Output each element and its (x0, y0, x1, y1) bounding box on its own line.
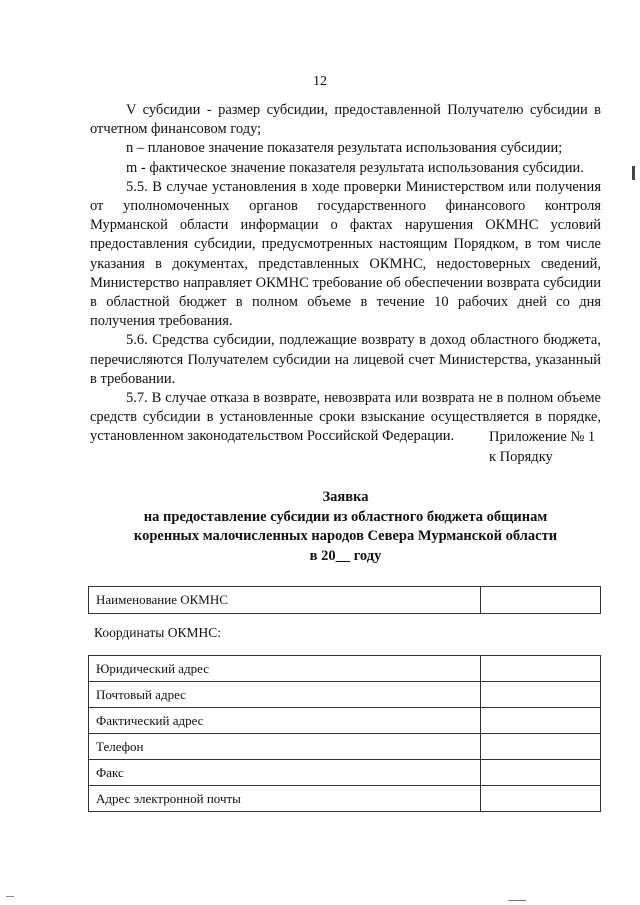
table-row (89, 760, 601, 786)
scan-bottom-mark (508, 900, 526, 901)
okmns-name-field[interactable] (481, 587, 601, 614)
phone-field[interactable] (481, 734, 601, 760)
scan-corner-mark (6, 896, 14, 897)
paragraph-5-7: 5.7. В случае отказа в возврате, невозврата или возврата не в полном объеме средств субсидии в установленные сроки взыскание осуществляется в порядке, установленном законодательством Российской Федерации. (90, 390, 601, 445)
paragraph-m-definition: m - фактическое значение показателя результата использования субсидии. (126, 159, 584, 176)
appendix-line: к Порядку (489, 448, 553, 465)
table-row (89, 656, 601, 682)
phone-label: Телефон (89, 734, 481, 760)
appendix-reference (489, 428, 629, 467)
table-row (89, 587, 601, 614)
postal-address-label: Почтовый адрес (89, 682, 481, 708)
form-heading (90, 488, 601, 566)
email-field[interactable] (481, 786, 601, 812)
coordinates-title: Координаты ОКМНС: (94, 625, 221, 640)
table-row (89, 682, 601, 708)
form-subtitle-line: на предоставление субсидии из областного бюджета общинам (143, 508, 548, 525)
page-number: 12 (313, 74, 327, 89)
fax-label: Факс (89, 760, 481, 786)
form-subtitle-line: в 20__ году (309, 547, 382, 564)
paragraph-5-6: 5.6. Средства субсидии, подлежащие возврату в доход областного бюджета, перечисляются Получателем субсидии на лицевой счет Министерства, указанный в требовании. (90, 332, 601, 387)
form-subtitle-line: коренных малочисленных народов Севера Мурманской области (133, 528, 558, 544)
body-text (90, 101, 601, 447)
okmns-name-label: Наименование ОКМНС (89, 587, 481, 614)
paragraph-v-definition: V субсидии - размер субсидии, предоставленной Получателю субсидии в отчетном финансовом году; (90, 102, 601, 138)
coordinates-table (88, 655, 601, 812)
table-row (89, 734, 601, 760)
actual-address-field[interactable] (481, 708, 601, 734)
legal-address-label: Юридический адрес (89, 656, 481, 682)
fax-field[interactable] (481, 760, 601, 786)
legal-address-field[interactable] (481, 656, 601, 682)
table-row (89, 786, 601, 812)
table-row (89, 708, 601, 734)
scan-edge-mark (632, 166, 635, 180)
email-label: Адрес электронной почты (89, 786, 481, 812)
actual-address-label: Фактический адрес (89, 708, 481, 734)
appendix-line: Приложение № 1 (489, 429, 596, 445)
okmns-name-table (88, 586, 601, 614)
paragraph-5-5: 5.5. В случае установления в ходе проверки Министерством или получения от уполномоченных органов государственного финансового контроля Мурманской области информации о фактах нарушения ОКМНС условий предоставления субсидии, предусмотренных настоящим Порядком, в том числе указания в документах, представленных ОКМНС, недостоверных сведений, Министерство направляет ОКМНС требование об обеспечении возврата субсидии в областной бюджет в полном объеме в течение 10 рабочих дней со дня получения требования. (90, 178, 601, 330)
paragraph-n-definition: n – плановое значение показателя результата использования субсидии; (126, 140, 563, 157)
postal-address-field[interactable] (481, 682, 601, 708)
form-title: Заявка (322, 489, 369, 505)
